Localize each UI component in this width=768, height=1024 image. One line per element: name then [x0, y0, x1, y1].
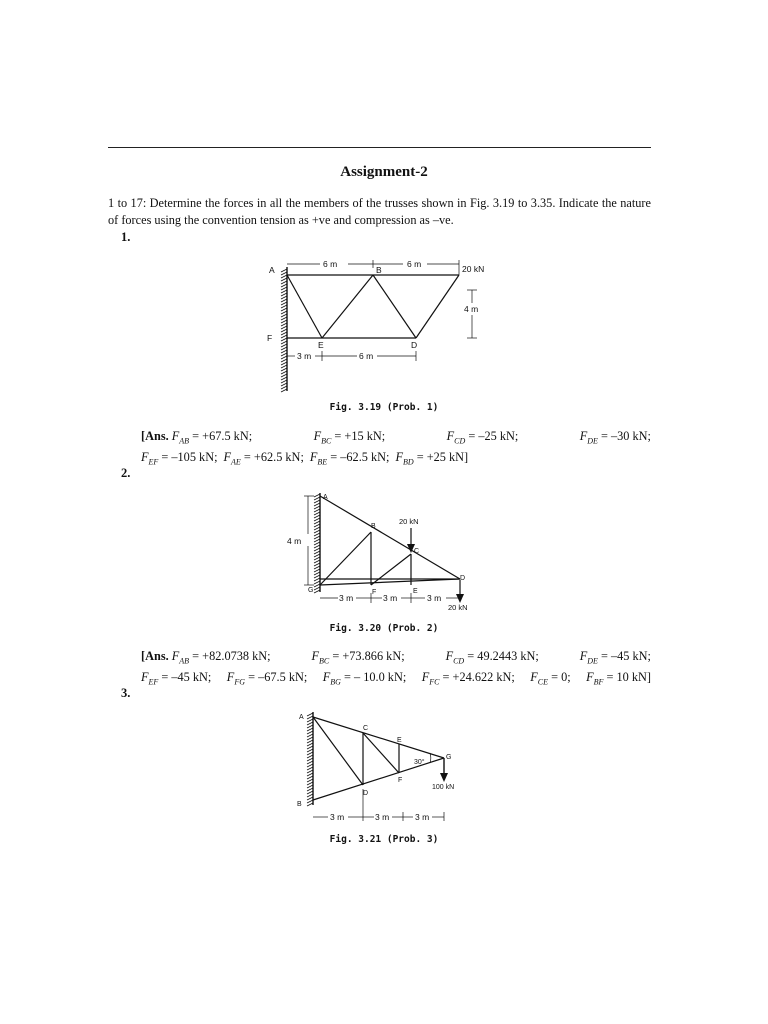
node-c: C [363, 725, 369, 732]
dim-top-left: 6 m [323, 259, 338, 269]
ans-prefix: [Ans. [141, 429, 169, 443]
dim-top-right: 6 m [407, 259, 422, 269]
answer-2 [141, 648, 651, 691]
answer-1-line-2: $F_{EF} = -105$ kN; $F_{AE} = +62.5$ kN; $F_{BE} = -62.5$ kN; $F_{BD} = +25$ kN] [141, 450, 469, 467]
problem-1-number: 1. [121, 230, 131, 244]
answer-1 [141, 428, 651, 471]
dim-bottom-left: 3 m [297, 351, 312, 361]
problem-2-number: 2. [121, 466, 131, 480]
node-f: F [267, 333, 273, 343]
top-rule [108, 147, 651, 148]
dim-2: 3 m [383, 593, 398, 603]
intro-paragraph: 1 to 17: Determine the forces in all the members of the trusses shown in Fig. 3.19 to 3.35. Indicate the nature of forces using the convention tension as +ve and compression as –ve. [108, 196, 651, 227]
answer-1-line-1: [Ans. $F_{AB} = +67.5$ kN; $F_{BC} = +15$ kN; $F_{CD} = -25$ kN; $F_{DE} = -30$ kN; [141, 429, 651, 446]
node-f: F [372, 589, 377, 596]
dim-1: 3 m [339, 593, 354, 603]
wall-support [281, 267, 287, 392]
angle-label: 30° [414, 759, 425, 766]
node-g: G [446, 754, 452, 761]
dim-2: 3 m [375, 812, 390, 822]
caption-fig-3-20: Fig. 3.20 (Prob. 2) [329, 623, 439, 634]
figure-3-21 [292, 707, 492, 832]
dim-1: 3 m [330, 812, 345, 822]
wall-support [314, 493, 320, 593]
dim-3: 3 m [427, 593, 442, 603]
dimension-lines [304, 496, 460, 603]
answer-2-line-2: $F_{EF} = -45$ kN; $F_{FG} = -67.5$ kN; $F_{BG}$ = – 10.0 kN; $F_{FC} = +24.622$ kN; $F_{CE} = 0$; $F_{BF} = 10$ kN] [141, 670, 651, 687]
problem-3-number: 3. [121, 686, 131, 700]
node-e: E [413, 588, 418, 595]
figure-3-20 [280, 488, 490, 618]
dim-bottom-mid: 6 m [359, 351, 374, 361]
node-d: D [411, 340, 418, 350]
figure-3-19 [255, 255, 505, 400]
answer-2-line-1: [Ans. $F_{AB} = +82.0738$ kN; $F_{BC} = +73.866$ kN; $F_{CD} = 49.2443$ kN; $F_{DE} = -45$ kN; [141, 649, 651, 666]
node-e: E [318, 340, 324, 350]
load-label: 20 kN [462, 264, 485, 274]
node-e: E [397, 737, 402, 744]
load-bottom-label: 20 kN [448, 603, 468, 612]
node-d: D [460, 575, 466, 582]
load-top-label: 20 kN [399, 517, 419, 526]
node-a: A [269, 265, 275, 275]
load-arrow [440, 758, 448, 782]
truss-members [320, 496, 460, 585]
node-g: G [308, 587, 314, 594]
caption-fig-3-19: Fig. 3.19 (Prob. 1) [329, 402, 439, 413]
truss-members [287, 275, 459, 338]
dim-height: 4 m [464, 304, 479, 314]
node-b: B [371, 523, 376, 530]
node-a: A [299, 714, 304, 721]
page-title: Assignment-2 [340, 164, 428, 180]
dim-3: 3 m [415, 812, 430, 822]
node-d: D [363, 790, 369, 797]
node-b: B [297, 801, 302, 808]
caption-fig-3-21: Fig. 3.21 (Prob. 3) [329, 834, 439, 845]
node-a: A [323, 494, 328, 501]
node-b: B [376, 265, 382, 275]
load-label: 100 kN [432, 784, 455, 791]
node-f: F [398, 777, 403, 784]
wall-support [307, 712, 313, 806]
dim-height: 4 m [287, 536, 302, 546]
node-c: C [414, 548, 420, 555]
